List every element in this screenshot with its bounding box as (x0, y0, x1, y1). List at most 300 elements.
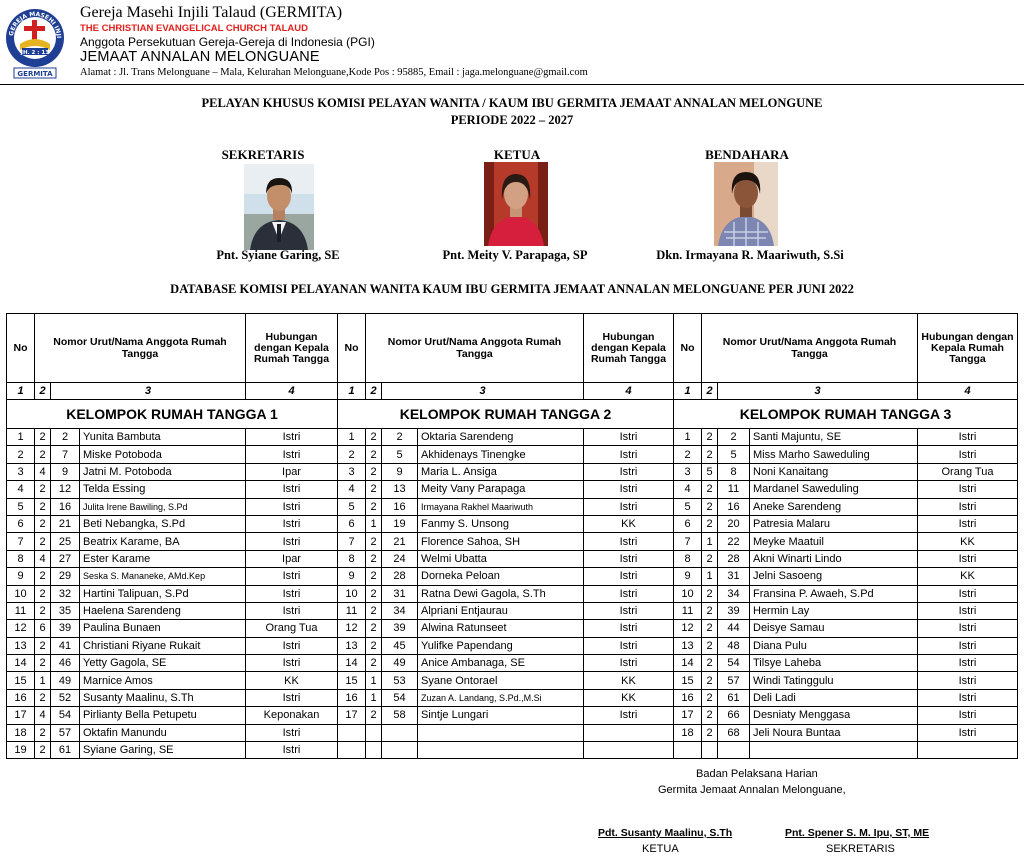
member-category: 2 (702, 655, 718, 672)
officer-photo-bendahara (714, 162, 778, 246)
member-relationship: Istri (584, 550, 674, 567)
signatory-title-ketua: KETUA (642, 843, 679, 855)
member-category: 2 (35, 689, 51, 706)
member-relationship: Istri (918, 637, 1018, 654)
member-relationship: Istri (918, 724, 1018, 741)
header-relationship: Hubungan dengan Kepala Rumah Tangga (246, 314, 338, 383)
member-no: 3 (7, 463, 35, 480)
member-no: 13 (674, 637, 702, 654)
member-category: 2 (702, 498, 718, 515)
member-name: Miske Potoboda (80, 446, 246, 463)
col-number: 2 (702, 383, 718, 400)
member-order: 39 (382, 620, 418, 637)
member-order: 54 (51, 707, 80, 724)
member-relationship: Istri (918, 707, 1018, 724)
member-relationship: KK (918, 568, 1018, 585)
member-category: 2 (366, 533, 382, 550)
document-period: PERIODE 2022 – 2027 (450, 113, 574, 127)
member-relationship: Istri (584, 429, 674, 446)
member-no: 16 (674, 689, 702, 706)
member-name: Diana Pulu (750, 637, 918, 654)
header-no: No (674, 314, 702, 383)
officer-role-sekretaris: SEKRETARIS (221, 147, 305, 162)
member-name: Maria L. Ansiga (418, 463, 584, 480)
table-row (7, 585, 1018, 602)
member-order: 13 (382, 481, 418, 498)
logo-label: GERMITA (17, 70, 53, 78)
member-relationship: Istri (584, 707, 674, 724)
member-category: 2 (366, 550, 382, 567)
table-row (7, 429, 1018, 446)
member-category: 2 (35, 446, 51, 463)
member-relationship: Istri (918, 689, 1018, 706)
member-category: 2 (366, 463, 382, 480)
member-category: 2 (35, 637, 51, 654)
member-category: 2 (702, 550, 718, 567)
member-order: 25 (51, 533, 80, 550)
member-relationship: Istri (584, 533, 674, 550)
member-name: Syane Ontorael (418, 672, 584, 689)
table-row (7, 707, 1018, 724)
member-name: Miss Marho Saweduling (750, 446, 918, 463)
member-category: 2 (702, 724, 718, 741)
member-relationship: KK (246, 672, 338, 689)
member-no: 7 (7, 533, 35, 550)
member-relationship: Istri (246, 515, 338, 532)
member-order: 58 (382, 707, 418, 724)
member-no: 4 (7, 481, 35, 498)
member-no: 3 (674, 463, 702, 480)
member-order: 49 (51, 672, 80, 689)
header-no: No (7, 314, 35, 383)
member-no: 18 (7, 724, 35, 741)
member-order: 44 (718, 620, 750, 637)
member-order: 57 (718, 672, 750, 689)
member-name: Akni Winarti Lindo (750, 550, 918, 567)
member-no: 9 (674, 568, 702, 585)
col-number: 1 (7, 383, 35, 400)
member-no: 11 (674, 602, 702, 619)
member-relationship: Istri (584, 602, 674, 619)
member-category: 2 (366, 446, 382, 463)
member-name: Jatni M. Potoboda (80, 463, 246, 480)
member-name: Alwina Ratunseet (418, 620, 584, 637)
member-order: 12 (51, 481, 80, 498)
member-category: 2 (702, 689, 718, 706)
member-relationship: Orang Tua (246, 620, 338, 637)
member-order: 54 (382, 689, 418, 706)
member-name: Haelena Sarendeng (80, 602, 246, 619)
member-order: 48 (718, 637, 750, 654)
table-row (7, 655, 1018, 672)
member-relationship: Istri (246, 742, 338, 759)
member-no: 17 (338, 707, 366, 724)
empty-cell (718, 742, 750, 759)
member-relationship: Istri (918, 481, 1018, 498)
member-name: Julita Irene Bawiling, S.Pd (80, 498, 246, 515)
church-address: Alamat : Jl. Trans Melonguane – Mala, Kelurahan Melonguane,Kode Pos : 95885, Email : jaga.melonguane@gmail.com (80, 67, 588, 78)
member-no: 12 (7, 620, 35, 637)
member-order: 31 (382, 585, 418, 602)
member-name: Yulifke Papendang (418, 637, 584, 654)
member-relationship: Istri (584, 585, 674, 602)
col-number: 2 (35, 383, 51, 400)
member-order: 9 (51, 463, 80, 480)
member-order: 39 (51, 620, 80, 637)
member-order: 34 (718, 585, 750, 602)
empty-cell (418, 742, 584, 759)
member-no: 15 (674, 672, 702, 689)
header-member-name: Nomor Urut/Nama Anggota Rumah Tangga (702, 314, 918, 383)
member-category: 2 (35, 481, 51, 498)
member-no: 19 (7, 742, 35, 759)
col-number: 4 (918, 383, 1018, 400)
empty-cell (750, 742, 918, 759)
table-row (7, 637, 1018, 654)
member-relationship: KK (584, 672, 674, 689)
member-category: 2 (366, 568, 382, 585)
member-name: Jelni Sasoeng (750, 568, 918, 585)
empty-cell (702, 742, 718, 759)
member-order: 66 (718, 707, 750, 724)
table-row (7, 689, 1018, 706)
member-relationship: Istri (584, 655, 674, 672)
member-relationship: Istri (246, 481, 338, 498)
member-no: 2 (674, 446, 702, 463)
officer-photo-sekretaris (244, 164, 314, 250)
table-row (7, 620, 1018, 637)
table-row (7, 672, 1018, 689)
member-no: 10 (7, 585, 35, 602)
member-category: 2 (702, 515, 718, 532)
member-order: 39 (718, 602, 750, 619)
member-relationship: Istri (584, 568, 674, 585)
member-name: Fransina P. Awaeh, S.Pd (750, 585, 918, 602)
member-relationship: Istri (918, 515, 1018, 532)
empty-cell (674, 742, 702, 759)
member-name: Noni Kanaitang (750, 463, 918, 480)
member-category: 2 (35, 724, 51, 741)
member-no: 8 (674, 550, 702, 567)
church-membership: Anggota Persekutuan Gereja-Gereja di Indonesia (PGI) (80, 35, 375, 49)
member-category: 2 (366, 620, 382, 637)
empty-cell (366, 724, 382, 741)
member-name: Tilsye Laheba (750, 655, 918, 672)
member-name: Fanmy S. Unsong (418, 515, 584, 532)
col-number: 2 (366, 383, 382, 400)
empty-cell (382, 742, 418, 759)
member-category: 2 (35, 568, 51, 585)
member-category: 2 (35, 742, 51, 759)
member-relationship: Istri (584, 637, 674, 654)
member-relationship: Istri (584, 463, 674, 480)
member-no: 6 (338, 515, 366, 532)
member-relationship: Istri (918, 446, 1018, 463)
member-category: 4 (35, 707, 51, 724)
member-category: 2 (366, 655, 382, 672)
member-order: 29 (51, 568, 80, 585)
member-category: 2 (702, 446, 718, 463)
member-order: 45 (382, 637, 418, 654)
database-title: DATABASE KOMISI PELAYANAN WANITA KAUM IBU GERMITA JEMAAT ANNALAN MELONGUANE PER JUNI 2022 (170, 282, 854, 296)
member-name: Yetty Gagola, SE (80, 655, 246, 672)
member-order: 19 (382, 515, 418, 532)
member-category: 2 (366, 481, 382, 498)
table-row (7, 463, 1018, 480)
member-name: Paulina Bunaen (80, 620, 246, 637)
footer-body-line1: Badan Pelaksana Harian (696, 768, 818, 780)
member-order: 2 (718, 429, 750, 446)
footer-body-line2: Germita Jemaat Annalan Melonguane, (658, 784, 846, 796)
member-name: Beti Nebangka, S.Pd (80, 515, 246, 532)
member-no: 9 (7, 568, 35, 585)
member-category: 2 (702, 602, 718, 619)
member-name: Christiani Riyane Rukait (80, 637, 246, 654)
member-name: Irmayana Rakhel Maariwuth (418, 498, 584, 515)
member-category: 2 (35, 533, 51, 550)
member-category: 2 (702, 672, 718, 689)
member-order: 2 (382, 429, 418, 446)
empty-cell (338, 742, 366, 759)
member-category: 2 (702, 585, 718, 602)
member-no: 12 (338, 620, 366, 637)
member-no: 1 (674, 429, 702, 446)
member-order: 8 (718, 463, 750, 480)
group-title-3: KELOMPOK RUMAH TANGGA 3 (674, 400, 1018, 429)
member-relationship: Istri (246, 637, 338, 654)
member-name: Deli Ladi (750, 689, 918, 706)
header-no: No (338, 314, 366, 383)
member-no: 16 (7, 689, 35, 706)
table-row (7, 602, 1018, 619)
member-category: 1 (366, 689, 382, 706)
member-relationship: Istri (246, 568, 338, 585)
member-order: 53 (382, 672, 418, 689)
member-relationship: Istri (246, 602, 338, 619)
group-title-1: KELOMPOK RUMAH TANGGA 1 (7, 400, 338, 429)
member-name: Seska S. Mananeke, AMd.Kep (80, 568, 246, 585)
congregation-name: JEMAAT ANNALAN MELONGUANE (80, 49, 320, 65)
header-relationship: Hubungan dengan Kepala Rumah Tangga (584, 314, 674, 383)
member-no: 14 (338, 655, 366, 672)
member-category: 1 (35, 672, 51, 689)
member-category: 2 (702, 429, 718, 446)
member-name: Santi Majuntu, SE (750, 429, 918, 446)
table-row (7, 498, 1018, 515)
empty-cell (584, 724, 674, 741)
member-name: Meyke Maatuil (750, 533, 918, 550)
member-order: 54 (718, 655, 750, 672)
empty-cell (418, 724, 584, 741)
member-no: 8 (338, 550, 366, 567)
member-no: 15 (7, 672, 35, 689)
member-relationship: Ipar (246, 550, 338, 567)
member-no: 10 (674, 585, 702, 602)
member-no: 13 (7, 637, 35, 654)
member-no: 6 (7, 515, 35, 532)
member-category: 1 (366, 515, 382, 532)
member-order: 24 (382, 550, 418, 567)
member-name: Deisye Samau (750, 620, 918, 637)
member-no: 5 (7, 498, 35, 515)
officer-name-sekretaris: Pnt. Syiane Garing, SE (216, 248, 340, 262)
member-name: Akhidenays Tinengke (418, 446, 584, 463)
empty-cell (918, 742, 1018, 759)
header-member-name: Nomor Urut/Nama Anggota Rumah Tangga (35, 314, 246, 383)
signatory-name-ketua: Pdt. Susanty Maalinu, S.Th (598, 827, 733, 839)
signatory-title-sekretaris: SEKRETARIS (826, 843, 895, 855)
letterhead-divider (0, 84, 1024, 85)
member-order: 61 (51, 742, 80, 759)
table-row (7, 568, 1018, 585)
member-relationship: Keponakan (246, 707, 338, 724)
member-category: 2 (366, 429, 382, 446)
member-relationship: Istri (918, 602, 1018, 619)
member-order: 28 (718, 550, 750, 567)
members-table (6, 313, 1018, 759)
member-relationship: Istri (918, 498, 1018, 515)
member-relationship: Istri (918, 585, 1018, 602)
member-name: Yunita Bambuta (80, 429, 246, 446)
officer-role-ketua: KETUA (493, 147, 541, 162)
member-name: Ester Karame (80, 550, 246, 567)
table-row (7, 742, 1018, 759)
member-relationship: Istri (918, 655, 1018, 672)
member-category: 2 (702, 481, 718, 498)
member-category: 4 (35, 463, 51, 480)
member-no: 18 (674, 724, 702, 741)
member-order: 27 (51, 550, 80, 567)
member-name: Florence Sahoa, SH (418, 533, 584, 550)
church-name-en: THE CHRISTIAN EVANGELICAL CHURCH TALAUD (80, 23, 308, 34)
empty-cell (584, 742, 674, 759)
member-relationship: Orang Tua (918, 463, 1018, 480)
member-order: 32 (51, 585, 80, 602)
member-category: 2 (366, 585, 382, 602)
member-relationship: Istri (584, 481, 674, 498)
member-order: 5 (382, 446, 418, 463)
empty-cell (382, 724, 418, 741)
member-category: 2 (35, 515, 51, 532)
table-row (7, 550, 1018, 567)
group-title-2: KELOMPOK RUMAH TANGGA 2 (338, 400, 674, 429)
member-category: 2 (702, 637, 718, 654)
member-order: 61 (718, 689, 750, 706)
member-name: Alpriani Entjaurau (418, 602, 584, 619)
member-category: 6 (35, 620, 51, 637)
member-order: 5 (718, 446, 750, 463)
member-name: Welmi Ubatta (418, 550, 584, 567)
member-order: 21 (51, 515, 80, 532)
member-category: 2 (35, 585, 51, 602)
member-relationship: Istri (246, 429, 338, 446)
member-relationship: Istri (918, 620, 1018, 637)
member-order: 31 (718, 568, 750, 585)
table-row (7, 724, 1018, 741)
member-relationship: Istri (918, 429, 1018, 446)
member-no: 10 (338, 585, 366, 602)
member-relationship: Istri (246, 533, 338, 550)
member-relationship: KK (918, 533, 1018, 550)
officer-name-ketua: Pnt. Meity V. Parapaga, SP (442, 248, 588, 262)
member-relationship: Istri (246, 585, 338, 602)
member-no: 14 (7, 655, 35, 672)
col-number: 3 (51, 383, 246, 400)
member-no: 16 (338, 689, 366, 706)
member-no: 15 (338, 672, 366, 689)
member-order: 52 (51, 689, 80, 706)
member-category: 2 (35, 498, 51, 515)
member-order: 20 (718, 515, 750, 532)
member-relationship: Istri (918, 672, 1018, 689)
member-order: 22 (718, 533, 750, 550)
member-no: 11 (7, 602, 35, 619)
member-no: 4 (338, 481, 366, 498)
member-relationship: Istri (246, 655, 338, 672)
member-name: Windi Tatinggulu (750, 672, 918, 689)
member-name: Oktaria Sarendeng (418, 429, 584, 446)
member-category: 2 (366, 707, 382, 724)
member-order: 28 (382, 568, 418, 585)
member-no: 4 (674, 481, 702, 498)
member-no: 8 (7, 550, 35, 567)
member-category: 2 (35, 429, 51, 446)
member-no: 11 (338, 602, 366, 619)
member-name: Anice Ambanaga, SE (418, 655, 584, 672)
member-relationship: Istri (246, 446, 338, 463)
col-number: 4 (246, 383, 338, 400)
member-relationship: Istri (246, 689, 338, 706)
member-relationship: Istri (584, 446, 674, 463)
member-relationship: KK (584, 515, 674, 532)
member-order: 49 (382, 655, 418, 672)
logo-ring-text: GEREJA MASEHI INJI (8, 10, 63, 39)
member-category: 2 (366, 498, 382, 515)
member-order: 16 (51, 498, 80, 515)
member-order: 16 (718, 498, 750, 515)
member-order: 46 (51, 655, 80, 672)
member-name: Susanty Maalinu, S.Th (80, 689, 246, 706)
member-order: 11 (718, 481, 750, 498)
member-relationship: Istri (246, 724, 338, 741)
member-order: 68 (718, 724, 750, 741)
church-logo-icon (4, 4, 66, 80)
member-name: Pirlianty Bella Petupetu (80, 707, 246, 724)
member-relationship: Istri (584, 620, 674, 637)
member-name: Desniaty Menggasa (750, 707, 918, 724)
group-title-row (7, 400, 1018, 429)
member-category: 1 (366, 672, 382, 689)
table-header-row (7, 314, 1018, 383)
member-name: Jeli Noura Buntaa (750, 724, 918, 741)
table-row (7, 481, 1018, 498)
column-number-row (7, 383, 1018, 400)
member-relationship: Istri (584, 498, 674, 515)
member-order: 2 (51, 429, 80, 446)
logo-verse: JH. 2 : 13 (20, 50, 50, 56)
member-name: Patresia Malaru (750, 515, 918, 532)
member-category: 2 (35, 602, 51, 619)
member-name: Ratna Dewi Gagola, S.Th (418, 585, 584, 602)
member-order: 16 (382, 498, 418, 515)
signatory-name-sekretaris: Pnt. Spener S. M. Ipu, ST, ME (785, 827, 930, 839)
table-row (7, 446, 1018, 463)
member-no: 1 (7, 429, 35, 446)
col-number: 1 (338, 383, 366, 400)
member-relationship: Ipar (246, 463, 338, 480)
officer-photo-ketua (484, 162, 548, 246)
col-number: 3 (382, 383, 584, 400)
